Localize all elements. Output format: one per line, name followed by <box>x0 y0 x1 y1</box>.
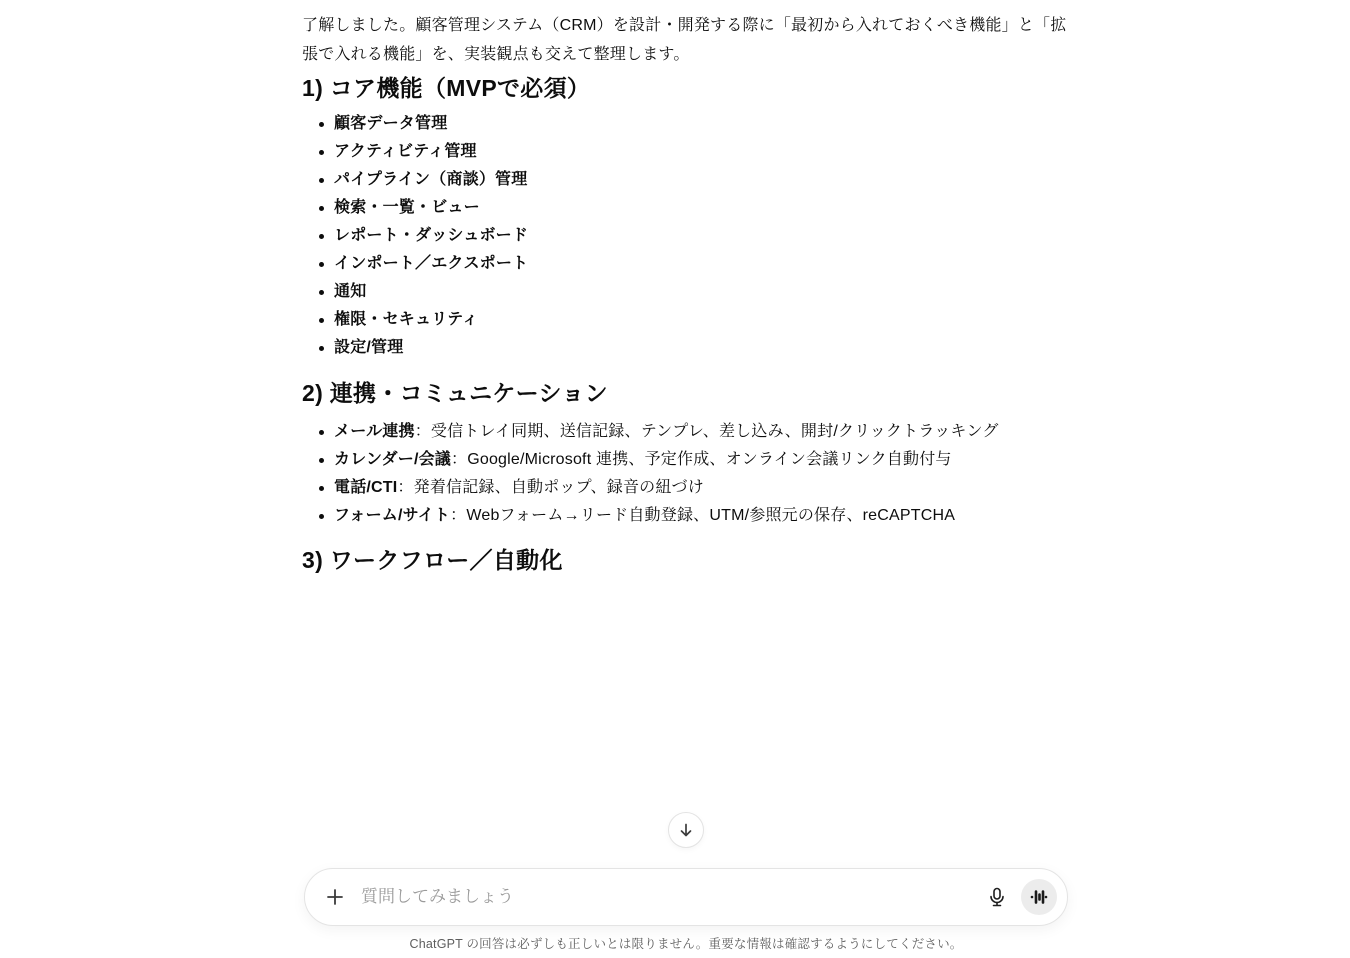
bullet-icon <box>319 150 324 155</box>
list-item <box>302 306 1070 334</box>
section-heading: 3) ワークフロー／自動化 <box>302 547 563 573</box>
list-item <box>302 446 1070 474</box>
assistant-message <box>302 0 1070 574</box>
list-item-title: 権限・セキュリティ <box>334 311 479 328</box>
dictate-button[interactable] <box>979 879 1015 915</box>
section-heading: 2) 連携・コミュニケーション <box>302 380 608 406</box>
list-item-text: ：Webフォーム→リード自動登録、UTM/参照元の保存、reCAPTCHA <box>450 507 956 524</box>
list-item-lead: メール連携 <box>334 423 415 440</box>
list-item <box>302 502 1070 530</box>
bullet-icon <box>319 178 324 183</box>
bullet-icon <box>319 486 324 491</box>
message-section <box>302 379 1070 530</box>
composer-bar <box>304 868 1068 926</box>
bullet-icon <box>319 206 324 211</box>
bullet-icon <box>319 262 324 267</box>
chat-input[interactable] <box>359 886 979 908</box>
list-item-text: ：Google/Microsoft 連携、予定作成、オンライン会議リンク自動付与 <box>451 451 952 468</box>
bullet-icon <box>319 514 324 519</box>
bullet-list <box>302 418 1070 530</box>
list-item-title: 顧客データ管理 <box>334 115 448 132</box>
arrow-down-icon <box>677 821 695 839</box>
list-item-text: ：発着信記録、自動ポップ、録音の紐づけ <box>397 479 704 496</box>
list-item <box>302 474 1070 502</box>
bullet-icon <box>319 346 324 351</box>
list-item-title: 検索・一覧・ビュー <box>334 199 480 216</box>
message-sections <box>302 74 1070 574</box>
list-item-title: レポート・ダッシュボード <box>334 227 529 244</box>
list-item <box>302 334 1070 362</box>
bullet-list <box>302 110 1070 362</box>
voice-waveform-icon <box>1029 887 1049 907</box>
list-item <box>302 194 1070 222</box>
section-heading: 1) コア機能（MVPで必須） <box>302 75 591 101</box>
list-item-title: 設定/管理 <box>334 339 404 356</box>
bullet-icon <box>319 430 324 435</box>
message-intro: 了解しました。顧客管理システム（CRM）を設計・開発する際に「最初から入れておくべき機能」と「拡張で入れる機能」を、実装観点も交えて整理します。 <box>302 17 1067 63</box>
list-item <box>302 250 1070 278</box>
list-item <box>302 278 1070 306</box>
footer-disclaimer: ChatGPT の回答は必ずしも正しいとは限りません。重要な情報は確認するようにしてください。 <box>409 937 963 951</box>
list-item <box>302 166 1070 194</box>
voice-mode-button[interactable] <box>1021 879 1057 915</box>
list-item-lead: フォーム/サイト <box>334 507 451 524</box>
list-item-title: 通知 <box>334 283 367 300</box>
attach-button[interactable] <box>317 879 353 915</box>
bullet-icon <box>319 318 324 323</box>
list-item <box>302 110 1070 138</box>
list-item-lead: 電話/CTI <box>334 479 398 496</box>
list-item-title: インポート／エクスポート <box>334 255 529 272</box>
bullet-icon <box>319 122 324 127</box>
message-section <box>302 74 1070 362</box>
message-section <box>302 546 1070 574</box>
list-item <box>302 418 1070 446</box>
list-item <box>302 138 1070 166</box>
microphone-icon <box>986 886 1008 908</box>
list-item-title: パイプライン（商談）管理 <box>334 171 528 188</box>
scroll-to-bottom-button[interactable] <box>668 812 704 848</box>
bullet-icon <box>319 290 324 295</box>
bullet-icon <box>319 234 324 239</box>
list-item-title: アクティビティ管理 <box>334 143 477 160</box>
bullet-icon <box>319 458 324 463</box>
list-item <box>302 222 1070 250</box>
list-item-lead: カレンダー/会議 <box>334 451 452 468</box>
plus-icon <box>324 886 346 908</box>
list-item-text: ：受信トレイ同期、送信記録、テンプレ、差し込み、開封/クリックトラッキング <box>414 423 999 440</box>
